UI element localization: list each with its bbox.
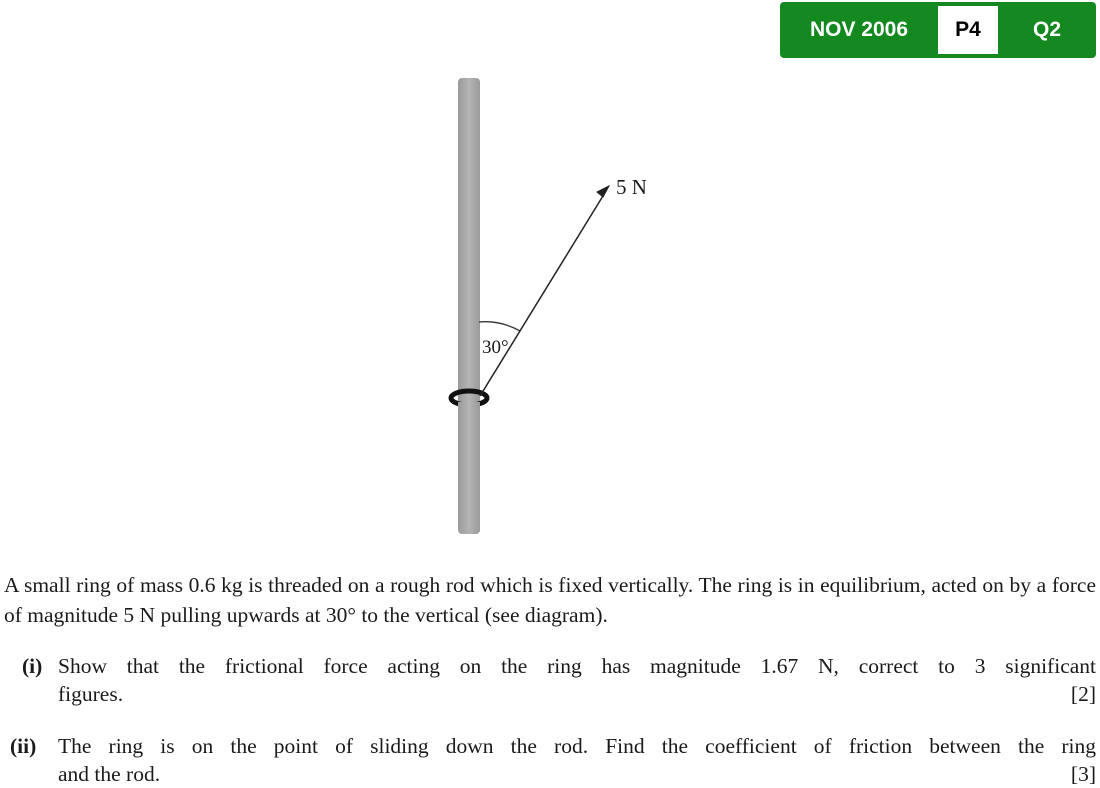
question-number-label: Q2 xyxy=(1032,18,1061,41)
part-number: (i) xyxy=(22,654,43,678)
part-text-line2: and the rod. xyxy=(58,762,161,786)
vertical-rod xyxy=(458,78,480,534)
part-text-line1: Show that the frictional force acting on the ring has magnitude 1.67 N, correct to 3 significant xyxy=(58,654,1096,678)
marks-label: [3] xyxy=(1070,762,1096,786)
angle-arc xyxy=(479,322,520,331)
part-number: (ii) xyxy=(10,734,37,758)
marks-label: [2] xyxy=(1070,682,1096,706)
arrowhead xyxy=(597,186,609,197)
part-text-line2: figures. xyxy=(58,682,124,706)
force-arrow xyxy=(480,191,606,396)
force-label: 5 N xyxy=(616,175,647,199)
angle-label: 30° xyxy=(482,337,509,358)
session-label: NOV 2006 xyxy=(809,18,909,41)
paper-label: P4 xyxy=(938,6,998,54)
question-stem: A small ring of mass 0.6 kg is threaded on a rough rod which is fixed vertically. The ring is in equilibrium, acted on by a force of magnitude 5 N pulling upwards at 30° to the vertical (see diagram). xyxy=(4,573,1096,627)
part-text-line1: The ring is on the point of sliding down the rod. Find the coefficient of friction between the ring xyxy=(58,734,1096,758)
